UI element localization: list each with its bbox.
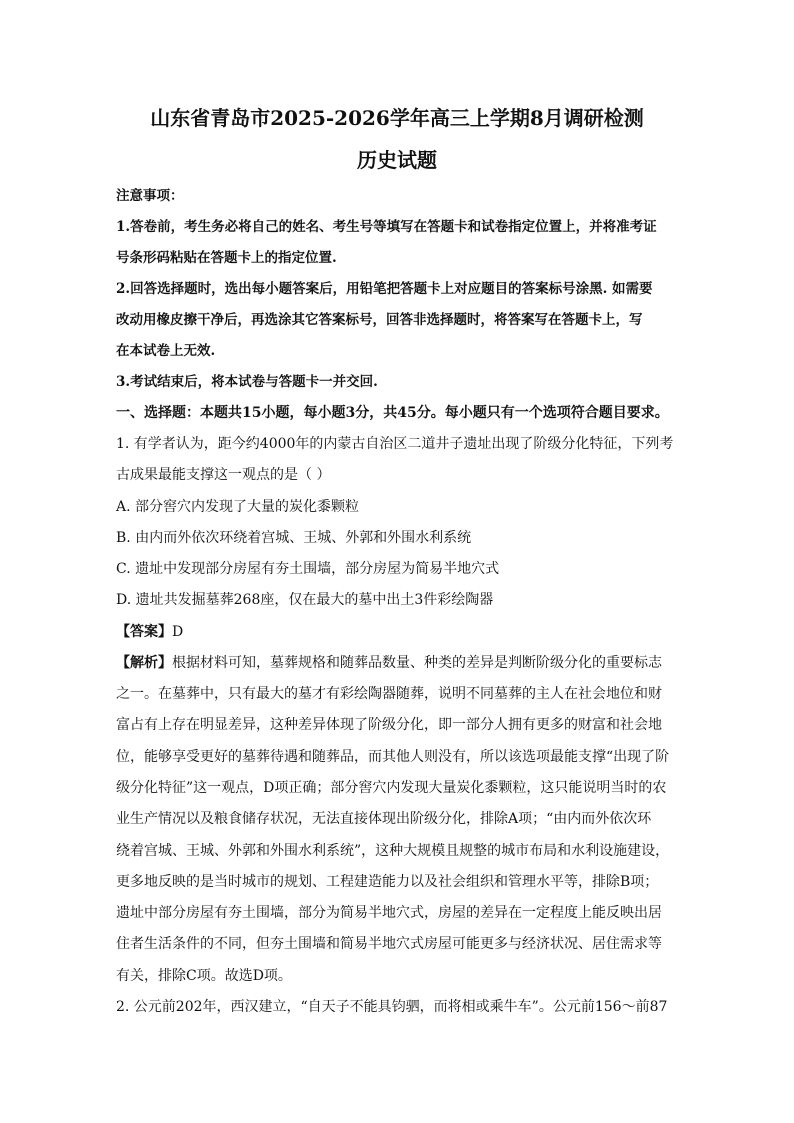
- notes-heading: 注意事项：: [116, 188, 184, 204]
- analysis-line-9: 遗址中部分房屋有夯土围墙，部分为简易半地穴式，房屋的差异在一定程度上能反映出居: [116, 905, 662, 921]
- question-1-option-b: B. 由内而外依次环绕着宫城、王城、外郭和外围水利系统: [116, 530, 472, 546]
- note-2-line-2: 改动用橡皮擦干净后，再选涂其它答案标号，回答非选择题时，将答案写在答题卡上，写: [116, 312, 643, 328]
- analysis-line-8: 更多地反映的是当时城市的规划、工程建造能力以及社会组织和管理水平等，排除B项；: [116, 874, 659, 890]
- note-1-line-1: 1.答卷前，考生务必将自己的姓名、考生号等填写在答题卡和试卷指定位置上，并将准考证: [116, 219, 657, 235]
- answer-value: D: [172, 624, 184, 640]
- analysis-line-1: [116, 653, 662, 673]
- section-heading: 一、选择题：本题共15小题，每小题3分，共45分。每小题只有一个选项符合题目要求。: [116, 405, 669, 421]
- analysis-line-10: 住者生活条件的不同，但夯土围墙和简易半地穴式房屋可能更多与经济状况、居住需求等: [116, 936, 662, 952]
- analysis-line-7: 绕着宫城、王城、外郭和外围水利系统”，这种大规模且规整的城市布局和水利设施建设，: [116, 843, 670, 859]
- analysis-line-2: 之一。在墓葬中，只有最大的墓才有彩绘陶器随葬，说明不同墓葬的主人在社会地位和财: [116, 686, 662, 702]
- question-1-stem-line-2: 古成果最能支撑这一观点的是（ ）: [116, 467, 331, 483]
- document-subtitle: 历史试题: [357, 148, 437, 172]
- question-1-option-d: D. 遗址共发掘墓葬268座，仅在最大的墓中出土3件彩绘陶器: [116, 592, 494, 608]
- question-1-option-a: A. 部分窖穴内发现了大量的炭化黍颗粒: [116, 499, 360, 515]
- question-1-stem-line-1: 1. 有学者认为，距今约4000年的内蒙古自治区二道井子遗址出现了阶级分化特征，下列考: [116, 436, 674, 452]
- analysis-label: 【解析】: [116, 655, 172, 671]
- analysis-line-6: 业生产情况以及粮食储存状况，无法直接体现出阶级分化，排除A项；“由内而外依次环: [116, 811, 652, 827]
- note-3-line-1: 3.考试结束后，将本试卷与答题卡一并交回.: [116, 374, 378, 390]
- analysis-line-5: 级分化特征”这一观点，D项正确；部分窖穴内发现大量炭化黍颗粒，这只能说明当时的农: [116, 780, 667, 796]
- note-2-line-3: 在本试卷上无效.: [116, 343, 216, 359]
- question-1-answer: [116, 622, 183, 642]
- question-2-stem-line-1: 2. 公元前202年，西汉建立，“自天子不能具钧驷，而将相或乘牛车”。公元前156～前87: [116, 999, 668, 1015]
- answer-label: 【答案】: [116, 624, 172, 640]
- note-2-line-1: 2.回答选择题时，选出每小题答案后，用铅笔把答题卡上对应题目的答案标号涂黑. 如需要: [116, 281, 653, 297]
- analysis-line-4: 位，能够享受更好的墓葬待遇和随葬品，而其他人则没有，所以该选项最能支撑“出现了阶: [116, 749, 670, 765]
- document-title: 山东省青岛市2025-2026学年高三上学期8月调研检测: [150, 106, 644, 130]
- question-1-option-c: C. 遗址中发现部分房屋有夯土围墙，部分房屋为简易半地穴式: [116, 561, 500, 577]
- note-1-line-2: 号条形码粘贴在答题卡上的指定位置.: [116, 250, 337, 266]
- analysis-line-11: 有关，排除C项。故选D项。: [116, 968, 292, 984]
- analysis-text-1: 根据材料可知，墓葬规格和随葬品数量、种类的差异是判断阶级分化的重要标志: [172, 655, 662, 671]
- analysis-line-3: 富占有上存在明显差异，这种差异体现了阶级分化，即一部分人拥有更多的财富和社会地: [116, 717, 662, 733]
